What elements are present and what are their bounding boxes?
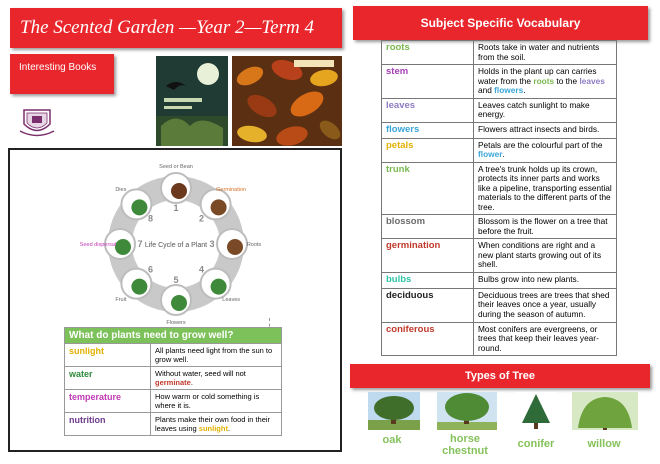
table-row <box>382 273 617 289</box>
vocab-text: Holds in the plant up can carries water from the <box>478 66 597 86</box>
vocab-text: A tree's trunk holds up its crown, protects its inner parts and works like a pipeline, transporting essential materials to the different parts of the tree. <box>478 163 612 212</box>
cycle-stage-picture <box>131 199 147 215</box>
table-row <box>65 390 282 413</box>
table-row <box>382 65 617 99</box>
tree-label-horse-chestnut: horse chestnut <box>442 433 488 457</box>
book-cover-leaves <box>232 56 342 146</box>
cycle-stage-picture <box>227 239 243 255</box>
cycle-stage-number: 5 <box>173 275 179 285</box>
needs-desc <box>151 367 282 390</box>
table-row <box>382 162 617 215</box>
oak-tree-image <box>368 392 420 430</box>
vocab-text: . <box>523 85 526 96</box>
vocab-word: petals <box>382 138 474 162</box>
horse-chestnut-tree-image <box>437 392 497 430</box>
needs-desc: How warm or cold something is where it is. <box>151 390 282 413</box>
cycle-stage-label: Germination <box>216 186 247 193</box>
needs-heading: What do plants need to grow well? <box>65 328 282 344</box>
vocab-definition <box>474 98 617 122</box>
vocab-word: trunk <box>382 162 474 215</box>
vocab-text: to the <box>554 75 580 86</box>
vocab-definition <box>474 288 617 322</box>
needs-desc: All plants need light from the sun to grow well. <box>151 344 282 367</box>
table-row <box>65 344 282 367</box>
cycle-stage-picture <box>115 239 131 255</box>
cycle-stage-number: 8 <box>148 213 154 224</box>
cycle-stage-label: Fruit <box>115 297 127 304</box>
vocab-definition <box>474 138 617 162</box>
vocab-word: roots <box>382 41 474 65</box>
vocab-definition <box>474 122 617 138</box>
tree-label-oak: oak <box>382 434 402 446</box>
needs-desc-text: Without water, seed will not <box>155 369 246 378</box>
table-row <box>65 367 282 390</box>
needs-term: temperature <box>65 390 151 413</box>
vocab-word: blossom <box>382 215 474 239</box>
vocab-heading: Subject Specific Vocabulary <box>353 6 648 40</box>
needs-desc-text: Plants make their own food in their leaves using <box>155 415 271 433</box>
vocab-keyword: leaves <box>579 75 605 86</box>
table-row <box>382 122 617 138</box>
conifer-tree-image <box>516 392 556 430</box>
vocab-text: . <box>502 149 505 160</box>
cycle-stage-picture <box>171 295 187 311</box>
table-row <box>65 413 282 436</box>
needs-desc <box>151 413 282 436</box>
cycle-stage-label: Seed or Bean <box>159 164 193 170</box>
vocab-definition <box>474 41 617 65</box>
vocab-text: and <box>478 85 495 96</box>
vocab-keyword: roots <box>533 75 555 86</box>
cycle-stage-picture <box>211 279 227 295</box>
cycle-stage-number: 7 <box>137 239 143 249</box>
vocab-text: Leaves catch sunlight to make energy. <box>478 99 590 120</box>
needs-term: nutrition <box>65 413 151 436</box>
plant-needs-table <box>64 327 282 436</box>
school-crest-icon <box>18 104 56 138</box>
cycle-stage-number: 2 <box>198 213 204 224</box>
vocab-text: When conditions are right and a new plant starts growing out of its shell. <box>478 240 602 270</box>
vocab-definition <box>474 239 617 273</box>
table-row <box>382 41 617 65</box>
needs-term: sunlight <box>65 344 151 367</box>
cycle-stage-label: Roots <box>246 242 262 248</box>
cycle-stage-label: Seed dispersal <box>79 242 117 248</box>
table-row <box>382 98 617 122</box>
needs-term: water <box>65 367 151 390</box>
vocab-definition <box>474 65 617 99</box>
vocab-text: Flowers attract insects and birds. <box>478 123 600 134</box>
cycle-stage-picture <box>131 279 147 295</box>
vocab-definition <box>474 273 617 289</box>
needs-desc-highlight: sunlight <box>198 424 228 433</box>
cycle-stage-number: 1 <box>173 203 179 213</box>
table-row <box>382 288 617 322</box>
cycle-stage-number: 6 <box>148 264 154 275</box>
table-row <box>382 239 617 273</box>
page-title: The Scented Garden —Year 2—Term 4 <box>10 8 342 48</box>
table-row <box>382 215 617 239</box>
vocab-word: leaves <box>382 98 474 122</box>
cycle-stage-label: Dies <box>115 186 127 193</box>
needs-desc-text: . <box>190 378 193 387</box>
needs-desc-text: . <box>227 424 231 433</box>
vocab-word: coniferous <box>382 322 474 356</box>
life-cycle-center-label: Life Cycle of a Plant <box>144 242 208 249</box>
tree-label-conifer: conifer <box>517 438 555 450</box>
vocab-word: stem <box>382 65 474 99</box>
vocab-word: germination <box>382 239 474 273</box>
cycle-stage-label: Flowers <box>166 320 186 326</box>
life-cycle-diagram <box>66 152 286 328</box>
vocab-text: Most conifers are evergreens, or trees that keep their leaves year-round. <box>478 323 599 353</box>
willow-tree-image <box>572 392 638 430</box>
trees-heading: Types of Tree <box>350 364 650 388</box>
book-cover-night <box>156 56 228 146</box>
vocab-keyword: flowers <box>494 85 524 96</box>
table-row <box>382 138 617 162</box>
vocab-definition <box>474 322 617 356</box>
interesting-books-banner: Interesting Books <box>10 54 114 94</box>
cycle-stage-number: 3 <box>209 239 215 249</box>
table-row <box>382 322 617 356</box>
vocab-text: Bulbs grow into new plants. <box>478 274 580 285</box>
vocab-text: Roots take in water and nutrients from the soil. <box>478 42 600 62</box>
cycle-stage-number: 4 <box>198 264 204 275</box>
cycle-stage-picture <box>211 199 227 215</box>
vocab-keyword: flower <box>478 149 503 160</box>
tree-label-willow: willow <box>587 438 621 450</box>
vocab-word: flowers <box>382 122 474 138</box>
vocab-table <box>381 40 617 356</box>
cycle-stage-picture <box>171 183 187 199</box>
vocab-word: deciduous <box>382 288 474 322</box>
cycle-stage-label: Leaves <box>222 297 241 304</box>
needs-desc-highlight: germinate <box>155 378 191 387</box>
vocab-word: bulbs <box>382 273 474 289</box>
vocab-definition <box>474 215 617 239</box>
vocab-definition <box>474 162 617 215</box>
vocab-text: Deciduous trees are trees that shed their leaves once a year, usually during the season of autumn. <box>478 289 610 319</box>
vocab-text: Petals are the colourful part of the <box>478 139 603 150</box>
vocab-text: Blossom is the flower on a tree that before the fruit. <box>478 216 608 236</box>
